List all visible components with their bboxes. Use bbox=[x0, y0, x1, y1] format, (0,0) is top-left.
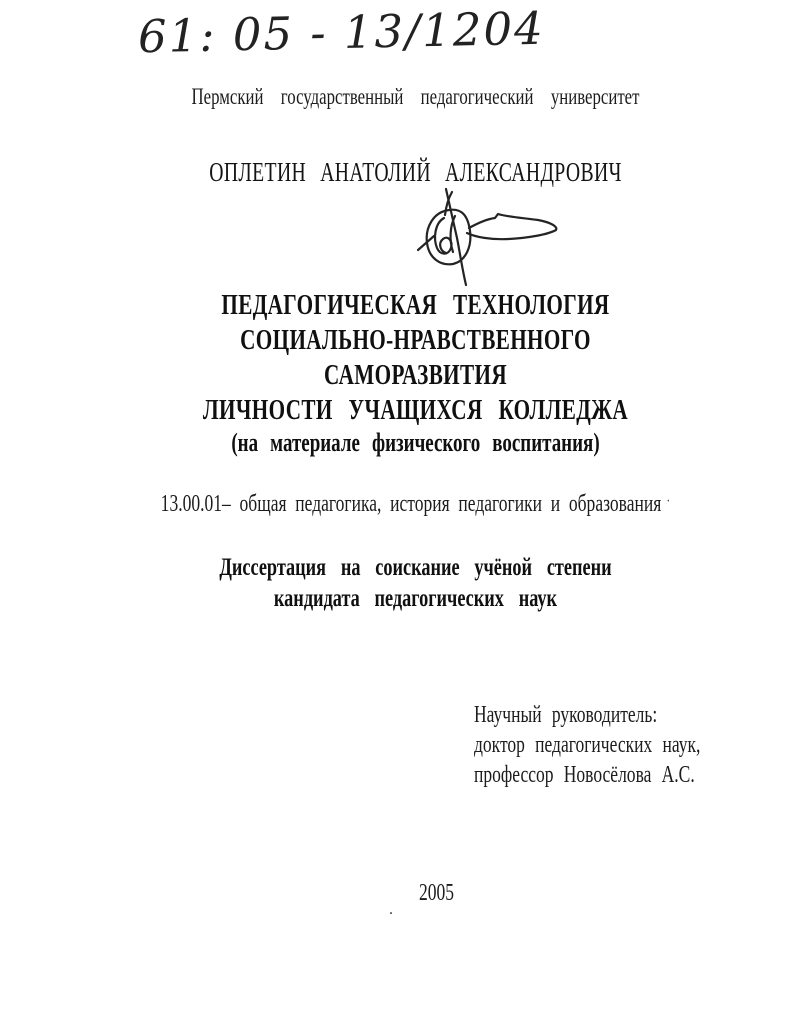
title-line-3: ЛИЧНОСТИ УЧАЩИХСЯ КОЛЛЕДЖА bbox=[202, 394, 629, 426]
author-name-row bbox=[40, 157, 791, 187]
supervisor-block bbox=[474, 700, 784, 790]
year bbox=[419, 880, 467, 906]
dissertation-title bbox=[40, 288, 791, 458]
supervisor-degree: доктор педагогических наук, bbox=[474, 732, 701, 758]
specialty-trailing-dot: · bbox=[666, 493, 671, 510]
university-name: Пермский государственный педагогический университет bbox=[191, 84, 640, 109]
specialty-row bbox=[40, 488, 791, 518]
year-text: 2005 bbox=[419, 880, 455, 906]
specialty-code-line bbox=[141, 488, 689, 518]
supervisor-label: Научный руководитель: bbox=[474, 702, 658, 728]
degree-statement-line-2: кандидата педагогических наук bbox=[273, 585, 558, 612]
author-name: ОПЛЕТИН АНАТОЛИЙ АЛЕКСАНДРОВИЧ bbox=[209, 157, 622, 187]
degree-statement-line-1: Диссертация на соискание учёной степени bbox=[219, 554, 612, 581]
signature-scribble-icon bbox=[376, 186, 601, 288]
signature-inner-curl bbox=[435, 218, 451, 254]
title-line-1: ПЕДАГОГИЧЕСКАЯ ТЕХНОЛОГИЯ bbox=[221, 289, 610, 321]
specialty-text: 13.00.01– общая педагогика, история педагогики и образования bbox=[160, 491, 662, 517]
university-name-row bbox=[40, 84, 791, 110]
inventory-number-handwritten: 61: 05 - 13/1204 bbox=[137, 1, 546, 64]
title-subtitle: (на материале физического воспитания) bbox=[231, 428, 600, 457]
signature-flourish bbox=[467, 214, 556, 239]
signature-long-diagonal bbox=[446, 189, 466, 285]
title-line-2: СОЦИАЛЬНО-НРАВСТВЕННОГО САМОРАЗВИТИЯ bbox=[240, 324, 591, 391]
supervisor-name: профессор Новосёлова А.С. bbox=[474, 762, 695, 788]
degree-statement bbox=[40, 552, 791, 614]
year-leading-dot: . bbox=[389, 901, 393, 918]
